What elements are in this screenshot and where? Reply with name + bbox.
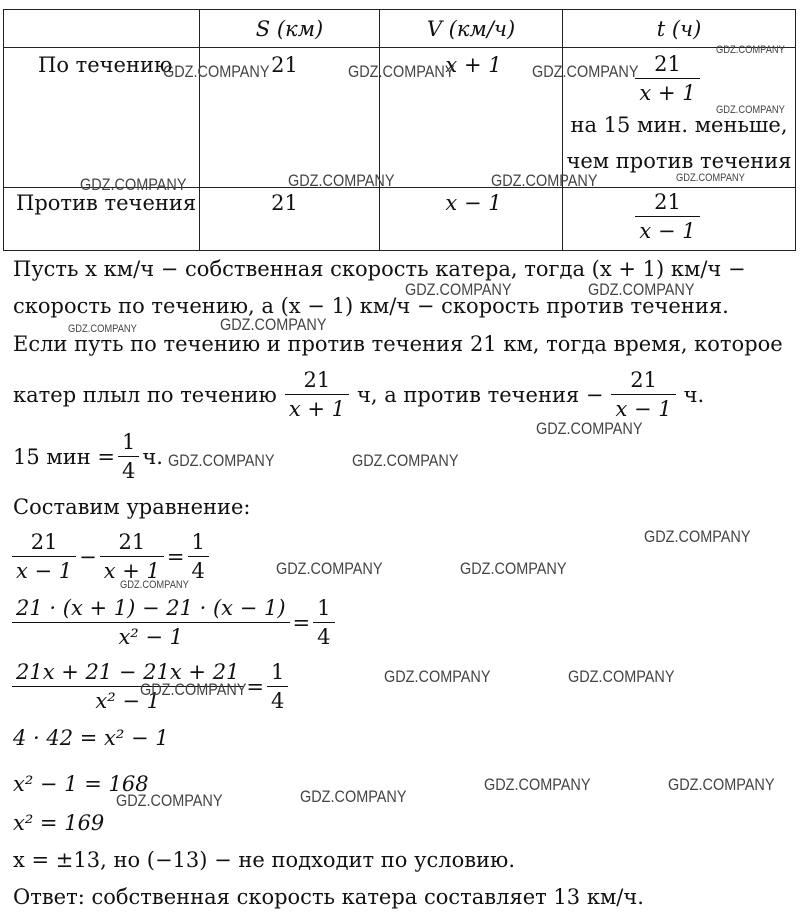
- watermark: GDZ.COMPANY: [405, 280, 512, 299]
- header-empty: [4, 10, 200, 48]
- row-v: x + 1: [380, 48, 563, 188]
- row-s: 21: [200, 48, 380, 188]
- fraction-upstream-time: $\frac{21}{x - 1}$: [611, 366, 675, 423]
- compose-heading: Составим уравнение:: [13, 495, 251, 519]
- answer: Ответ: собственная скорость катера составляет 13 км/ч.: [13, 885, 644, 909]
- row-note-2: чем против течения: [566, 149, 792, 173]
- equation-2: $\frac{21 \cdot (x + 1) - 21 \cdot (x - 1)}{\text{x² − 1}}$ = $\frac{1}{4}$: [9, 594, 338, 651]
- watermark: GDZ.COMPANY: [668, 775, 775, 794]
- fraction-downstream-time: $\frac{21}{x + 1}$: [285, 366, 349, 423]
- watermark: GDZ.COMPANY: [348, 62, 455, 81]
- watermark: GDZ.COMPANY: [276, 559, 383, 578]
- header-s: S (км): [200, 10, 380, 48]
- watermark: GDZ.COMPANY: [460, 559, 567, 578]
- row-s: 21: [200, 188, 380, 251]
- row-label: Против течения: [4, 188, 200, 251]
- watermark: GDZ.COMPANY: [352, 451, 459, 470]
- watermark: GDZ.COMPANY: [220, 315, 327, 334]
- step-6: x² = 169: [13, 811, 105, 835]
- step-5: x² − 1 = 168: [13, 772, 149, 796]
- watermark: GDZ.COMPANY: [644, 527, 751, 546]
- watermark: GDZ.COMPANY: [532, 62, 639, 81]
- row-t: [563, 188, 796, 251]
- watermark: GDZ.COMPANY: [384, 667, 491, 686]
- row-label: По течению: [4, 48, 200, 188]
- watermark: GDZ.COMPANY: [676, 172, 745, 184]
- equation-3: $\frac{21x + 21 - 21x + 21}{\text{x² − 1}}$ = $\frac{1}{4}$: [9, 658, 291, 715]
- step-7: x = ±13, но (−13) − не подходит по условию.: [13, 848, 515, 872]
- header-v: V (км/ч): [380, 10, 563, 48]
- watermark: GDZ.COMPANY: [716, 44, 785, 56]
- paragraph-2: Если путь по течению и против течения 21 км, тогда время, которое: [13, 332, 783, 356]
- data-table: [3, 9, 796, 251]
- fraction-quarter: $\frac{1}{4}$: [118, 428, 139, 485]
- equation-1: $\frac{21}{x - 1}$ − $\frac{21}{x + 1}$ = $\frac{1}{4}$: [9, 528, 212, 585]
- watermark: GDZ.COMPANY: [80, 175, 187, 194]
- watermark: GDZ.COMPANY: [716, 104, 785, 116]
- row-v: x − 1: [380, 188, 563, 251]
- table-row: [4, 188, 796, 251]
- watermark: GDZ.COMPANY: [588, 280, 695, 299]
- watermark: GDZ.COMPANY: [140, 680, 247, 699]
- paragraph-1b: скорость по течению, а (x − 1) км/ч − скорость против течения.: [13, 294, 729, 318]
- paragraph-3: катер плыл по течению $\frac{21}{x + 1}$ ч, а против течения − $\frac{21}{x - 1}$ ч.: [13, 368, 705, 421]
- step-4: 4 · 42 = x² − 1: [13, 726, 169, 750]
- paragraph-1a: Пусть x км/ч − собственная скорость катера, тогда (x + 1) км/ч −: [13, 257, 746, 281]
- watermark: GDZ.COMPANY: [163, 62, 270, 81]
- watermark: GDZ.COMPANY: [536, 419, 643, 438]
- watermark: GDZ.COMPANY: [568, 667, 675, 686]
- watermark: GDZ.COMPANY: [288, 171, 395, 190]
- row-note-1: на 15 мин. меньше,: [570, 113, 788, 137]
- watermark: GDZ.COMPANY: [116, 791, 223, 810]
- watermark: GDZ.COMPANY: [168, 451, 275, 470]
- watermark: GDZ.COMPANY: [300, 787, 407, 806]
- watermark: GDZ.COMPANY: [68, 323, 137, 335]
- time-fraction: $\frac{21}{x + 1}$: [635, 50, 699, 107]
- watermark: GDZ.COMPANY: [491, 171, 598, 190]
- header-t: t (ч): [563, 10, 796, 48]
- minutes-conversion: 15 мин = $\frac{1}{4}$ ч.: [13, 430, 163, 483]
- time-fraction: $\frac{21}{x - 1}$: [635, 188, 699, 245]
- table-header-row: [4, 10, 796, 48]
- watermark: GDZ.COMPANY: [484, 775, 591, 794]
- watermark: GDZ.COMPANY: [120, 579, 189, 591]
